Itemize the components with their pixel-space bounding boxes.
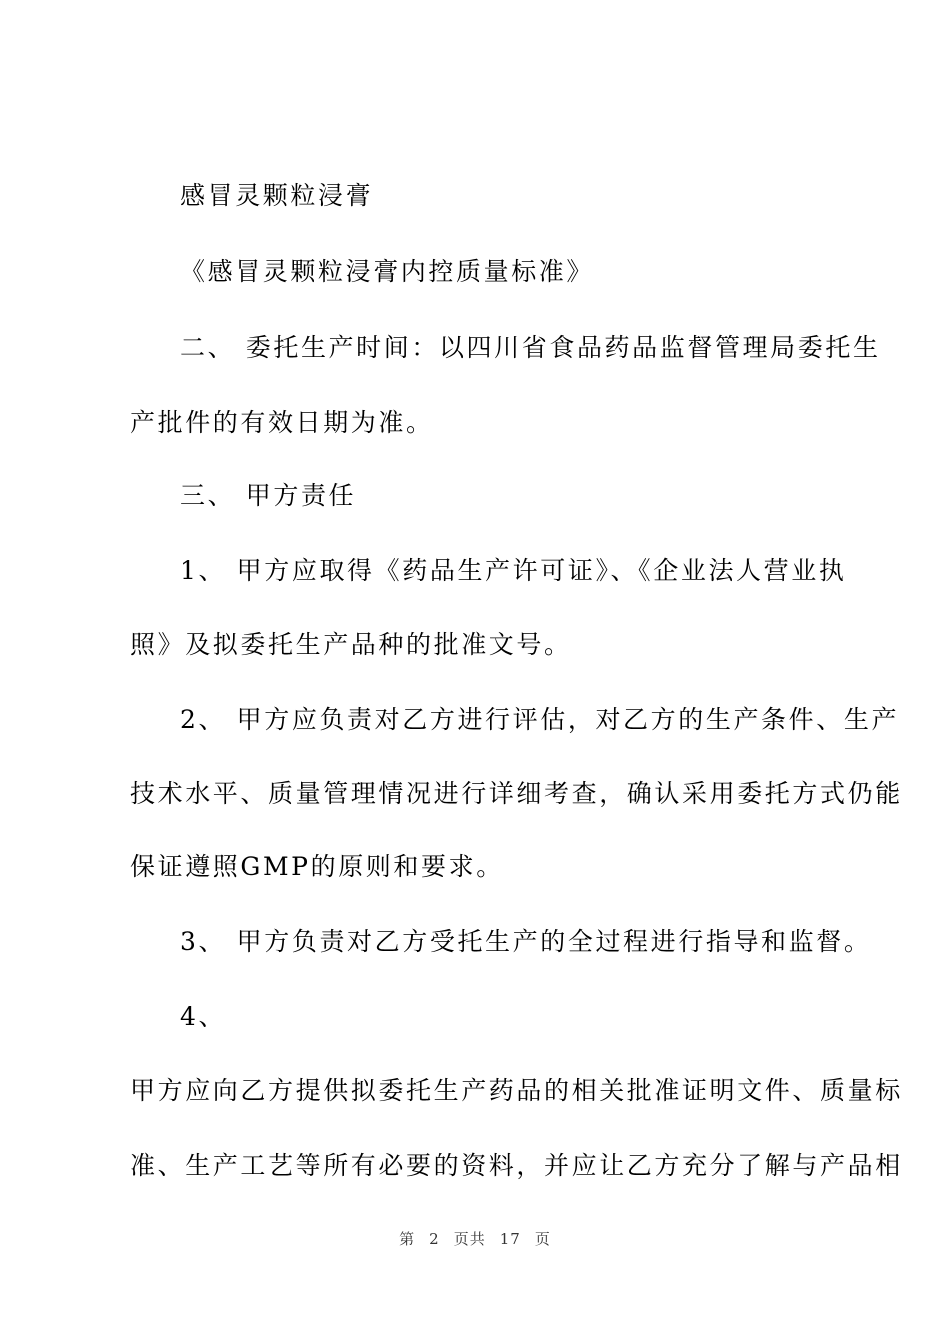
footer-suffix: 页 xyxy=(534,1230,551,1248)
paragraph-line: 2、 甲方应负责对乙方进行评估，对乙方的生产条件、生产 xyxy=(180,705,900,734)
paragraph-line: 《感冒灵颗粒浸膏内控质量标准》 xyxy=(180,257,595,286)
paragraph-line: 甲方应向乙方提供拟委托生产药品的相关批准证明文件、质量标 xyxy=(130,1076,903,1105)
paragraph-line: 照》及拟委托生产品种的批准文号。 xyxy=(130,630,572,659)
page-total: 17 xyxy=(499,1230,521,1248)
footer-middle: 页共 xyxy=(453,1230,486,1248)
paragraph-line: 1、 甲方应取得《药品生产许可证》、《企业法人营业执 xyxy=(180,556,847,585)
footer-prefix: 第 xyxy=(399,1230,416,1248)
paragraph-line: 感冒灵颗粒浸膏 xyxy=(180,181,374,210)
paragraph-line: 二、 委托生产时间：以四川省食品药品监督管理局委托生 xyxy=(180,333,881,362)
paragraph-line: 3、 甲方负责对乙方受托生产的全过程进行指导和监督。 xyxy=(180,927,872,956)
page-number: 2 xyxy=(429,1230,440,1248)
paragraph-line: 产批件的有效日期为准。 xyxy=(130,408,434,437)
paragraph-line: 三、 甲方责任 xyxy=(180,481,357,510)
paragraph-line: 保证遵照GMP的原则和要求。 xyxy=(130,852,504,881)
paragraph-line: 准、生产工艺等所有必要的资料，并应让乙方充分了解与产品相 xyxy=(130,1151,903,1180)
paragraph-line: 4、 xyxy=(180,1002,227,1031)
paragraph-line: 技术水平、质量管理情况进行详细考查，确认采用委托方式仍能 xyxy=(130,779,903,808)
page-footer xyxy=(0,1228,950,1249)
